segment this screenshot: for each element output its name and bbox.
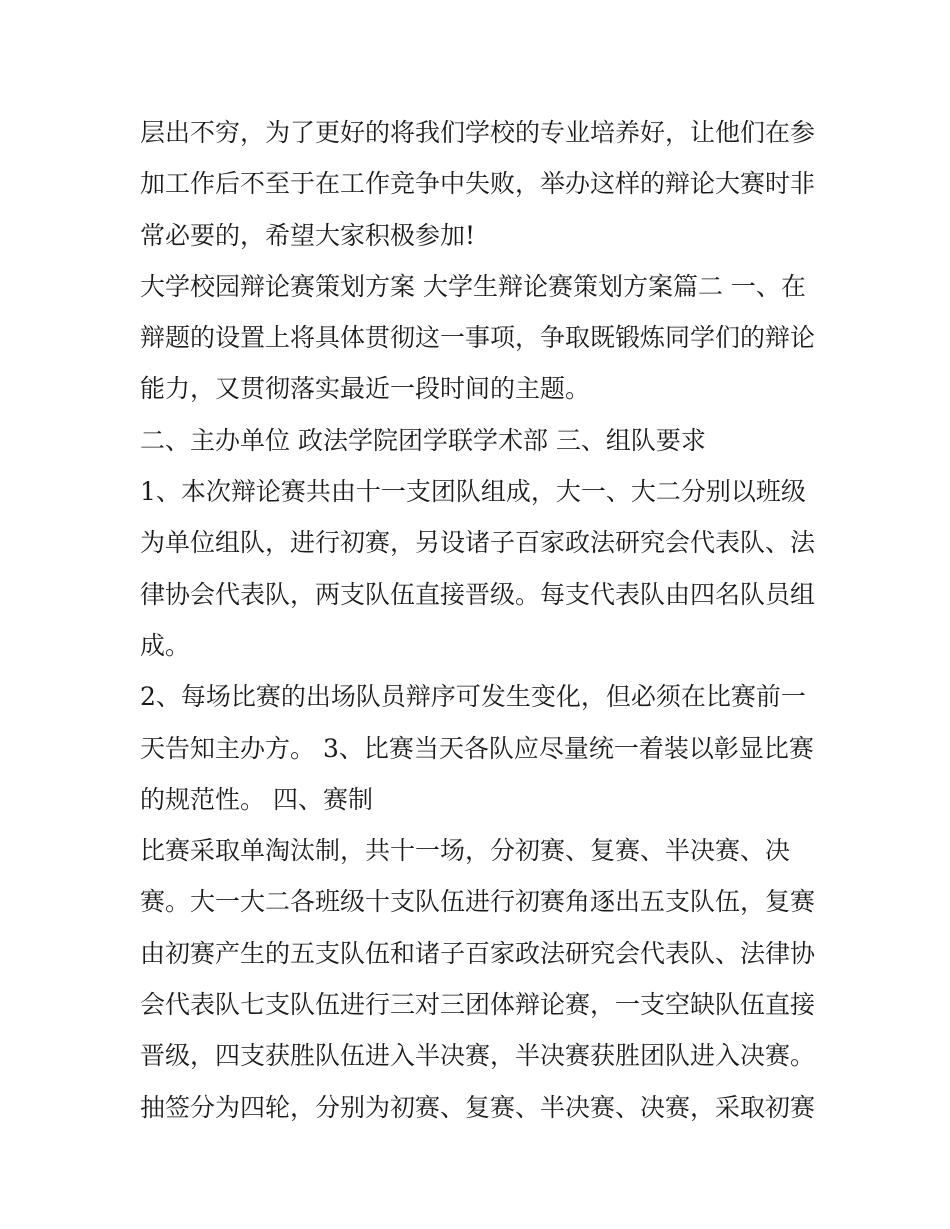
text-line: 抽签分为四轮，分别为初赛、复赛、半决赛、决赛，采取初赛 (140, 1092, 816, 1122)
text-line: 律协会代表队，两支队伍直接晋级。每支代表队由四名队员组 (140, 579, 816, 609)
text-line: 赛。大一大二各班级十支队伍进行初赛角逐出五支队伍，复赛 (140, 887, 816, 917)
text-line: 天告知主办方。 3、比赛当天各队应尽量统一着装以彰显比赛 (140, 733, 814, 763)
paragraph-organizer (140, 415, 820, 466)
text-line: 成。 (140, 630, 191, 660)
document-body (140, 107, 820, 1133)
paragraph-plan-two (140, 261, 820, 415)
text-line: 的规范性。 四、赛制 (140, 784, 373, 814)
text-line: 加工作后不至于在工作竞争中失败，举办这样的辩论大赛时非 (140, 169, 816, 199)
text-line: 二、主办单位 政法学院团学联学术部 三、组队要求 (140, 425, 706, 455)
paragraph-requirement-2 (140, 671, 820, 825)
text-line: 晋级，四支获胜队伍进入半决赛，半决赛获胜团队进入决赛。 (140, 1041, 816, 1071)
paragraph-intro-continuation (140, 107, 820, 261)
text-line: 2、每场比赛的出场队员辩序可发生变化，但必须在比赛前一 (140, 682, 806, 712)
text-line: 层出不穷，为了更好的将我们学校的专业培养好，让他们在参 (140, 118, 816, 147)
text-line: 会代表队七支队伍进行三对三团体辩论赛，一支空缺队伍直接 (140, 990, 816, 1020)
text-line: 比赛采取单淘汰制，共十一场，分初赛、复赛、半决赛、决 (140, 836, 791, 866)
paragraph-competition-format (140, 825, 820, 1133)
text-line: 辩题的设置上将具体贯彻这一事项，争取既锻炼同学们的辩论 (140, 323, 816, 353)
text-line: 1、本次辩论赛共由十一支团队组成，大一、大二分别以班级 (140, 477, 806, 507)
text-line: 能力，又贯彻落实最近一段时间的主题。 (140, 374, 591, 404)
text-line: 由初赛产生的五支队伍和诸子百家政法研究会代表队、法律协 (140, 938, 816, 968)
text-line: 大学校园辩论赛策划方案 大学生辩论赛策划方案篇二 一、在 (140, 271, 806, 301)
paragraph-requirement-1 (140, 466, 820, 671)
text-line: 常必要的，希望大家积极参加! (140, 220, 476, 250)
text-line: 为单位组队，进行初赛，另设诸子百家政法研究会代表队、法 (140, 528, 816, 558)
